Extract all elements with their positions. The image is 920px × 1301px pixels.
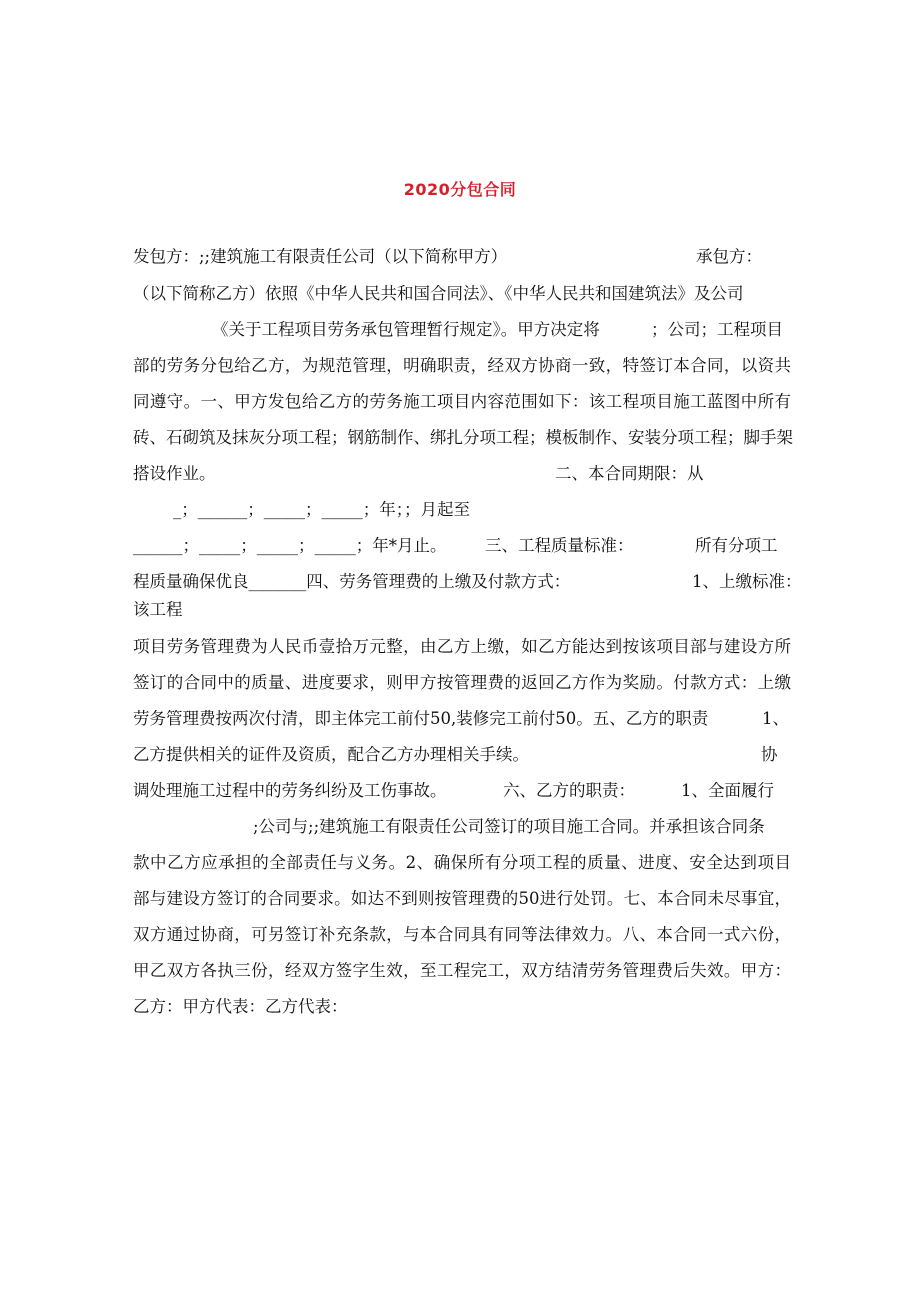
- text-line: 项目劳务管理费为人民币壹拾万元整，由乙方上缴，如乙方能达到按该项目部与建设方所: [133, 637, 791, 656]
- text-line: 1、全面履行: [681, 781, 774, 800]
- text-line: 签订的合同中的质量、进度要求，则甲方按管理费的返回乙方作为奖励。付款方式：上缴: [133, 673, 791, 692]
- text-line: 《关于工程项目劳务承包管理暂行规定》。甲方决定将: [212, 320, 600, 339]
- text-line: ；公司；工程项目: [651, 320, 783, 339]
- text-line: 三、工程质量标准：: [485, 536, 634, 555]
- text-line: 甲乙双方各执三份，经双方签字生效，至工程完工，双方结清劳务管理费后失效。甲方：: [133, 961, 791, 980]
- text-line-party-b-label: 承包方：: [696, 247, 762, 266]
- text-line: 部与建设方签订的合同要求。如达不到则按管理费的50进行处罚。七、本合同未尽事宜，: [133, 889, 791, 908]
- text-line: 所有分项工: [695, 536, 778, 555]
- text-line: 部的劳务分包给乙方，为规范管理，明确职责，经双方协商一致，特签订本合同，以资共: [133, 356, 791, 375]
- text-line: 劳务管理费按两次付清，即主体完工前付50,装修完工前付50。五、乙方的职责: [133, 709, 709, 728]
- text-line: （以下简称乙方）依照《中华人民共和国合同法》、《中华人民共和国建筑法》及公司: [133, 284, 744, 303]
- text-line-party-a: 发包方：;;建筑施工有限责任公司（以下简称甲方）: [133, 247, 508, 266]
- text-line: 六、乙方的职责：: [503, 781, 635, 800]
- text-line: 程质量确保优良_______四、劳务管理费的上缴及付款方式：: [133, 572, 571, 591]
- text-line: 该工程: [133, 600, 183, 619]
- text-line: 双方通过协商，可另签订补充条款，与本合同具有同等法律效力。八、本合同一式六份，: [133, 925, 791, 944]
- text-line: 协: [761, 745, 778, 764]
- text-line: 砖、石砌筑及抹灰分项工程；钢筋制作、绑扎分项工程；模板制作、安装分项工程；脚手架: [133, 428, 793, 447]
- text-line: 1、: [762, 709, 789, 728]
- text-line: 搭设作业。: [133, 464, 216, 483]
- text-line: 1、上缴标准：: [692, 572, 802, 591]
- document-title: 2020分包合同: [403, 180, 517, 199]
- text-line: 乙方提供相关的证件及资质，配合乙方办理相关手续。: [133, 745, 529, 764]
- text-line: 二、本合同期限：从: [555, 464, 704, 483]
- text-line: 同遵守。一、甲方发包给乙方的劳务施工项目内容范围如下：该工程项目施工蓝图中所有: [133, 392, 791, 411]
- text-line: ;公司与;;建筑施工有限责任公司签订的项目施工合同。并承担该合同条: [253, 817, 765, 836]
- text-line-date-end: ______；_____；_____；_____；年*月止。: [133, 536, 447, 555]
- text-line-signatures: 乙方：甲方代表：乙方代表：: [133, 997, 348, 1016]
- text-line: 款中乙方应承担的全部责任与义务。2、确保所有分项工程的质量、进度、安全达到项目: [133, 853, 791, 872]
- text-line-date-start: _；______；_____；_____；年；；月起至: [173, 500, 470, 519]
- text-line: 调处理施工过程中的劳务纠纷及工伤事故。: [133, 781, 447, 800]
